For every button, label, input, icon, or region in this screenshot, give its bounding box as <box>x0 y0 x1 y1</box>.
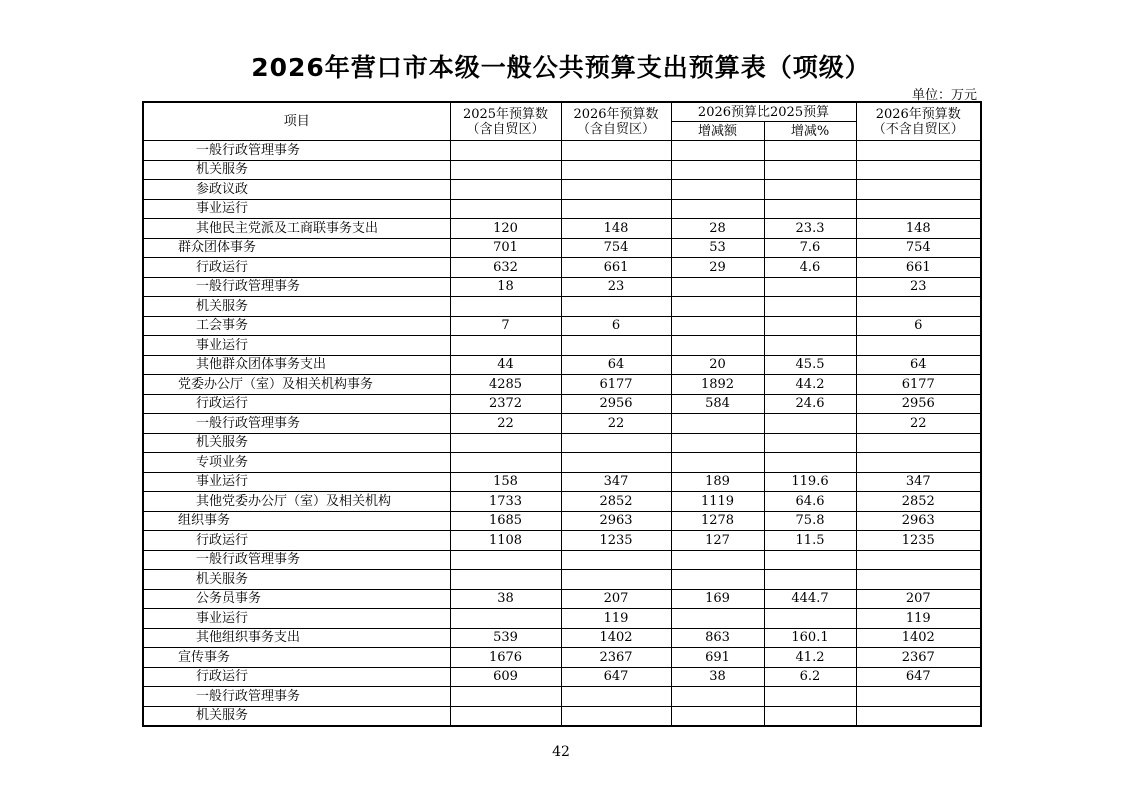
cell-2026: 1235 <box>561 531 671 551</box>
cell-item-name: 行政运行 <box>143 258 450 278</box>
cell-2026: 647 <box>561 667 671 687</box>
cell-change-pct <box>764 199 856 219</box>
cell-change-pct: 7.6 <box>764 238 856 258</box>
table-row <box>143 667 981 687</box>
cell-change-amount: 169 <box>671 589 764 609</box>
table-row <box>143 492 981 512</box>
cell-item-name: 事业运行 <box>143 199 450 219</box>
page-title: 2026年营口市本级一般公共预算支出预算表（项级） <box>251 53 871 82</box>
cell-2026: 207 <box>561 589 671 609</box>
cell-item-name: 参政议政 <box>143 180 450 200</box>
cell-change-amount <box>671 570 764 590</box>
cell-2026-ex <box>856 550 981 570</box>
cell-item-name: 公务员事务 <box>143 589 450 609</box>
cell-change-pct <box>764 180 856 200</box>
cell-2026 <box>561 160 671 180</box>
cell-2026-ex: 754 <box>856 238 981 258</box>
cell-2025 <box>450 550 561 570</box>
table-row <box>143 336 981 356</box>
cell-2026-ex <box>856 336 981 356</box>
cell-2026-ex: 1402 <box>856 628 981 648</box>
table-row <box>143 589 981 609</box>
cell-change-amount <box>671 141 764 161</box>
cell-item-name: 事业运行 <box>143 336 450 356</box>
cell-2025 <box>450 336 561 356</box>
cell-item-name: 群众团体事务 <box>143 238 450 258</box>
table-row <box>143 258 981 278</box>
cell-2025 <box>450 687 561 707</box>
cell-change-amount <box>671 180 764 200</box>
cell-2026 <box>561 570 671 590</box>
cell-item-name: 组织事务 <box>143 511 450 531</box>
cell-2026-ex: 148 <box>856 219 981 239</box>
cell-2026: 22 <box>561 414 671 434</box>
cell-2026-ex <box>856 433 981 453</box>
cell-item-name: 一般行政管理事务 <box>143 550 450 570</box>
cell-2026-ex: 2963 <box>856 511 981 531</box>
table-row <box>143 433 981 453</box>
cell-2026: 1402 <box>561 628 671 648</box>
cell-change-amount <box>671 316 764 336</box>
header-2026-ex-line1: 2026年预算数 <box>875 106 961 122</box>
cell-change-amount <box>671 453 764 473</box>
header-2025 <box>450 102 561 141</box>
cell-item-name: 机关服务 <box>143 570 450 590</box>
header-item: 项目 <box>143 102 450 141</box>
cell-change-pct <box>764 414 856 434</box>
cell-change-amount <box>671 433 764 453</box>
cell-2025: 632 <box>450 258 561 278</box>
budget-table <box>142 101 982 727</box>
cell-2026-ex: 6 <box>856 316 981 336</box>
cell-2025: 1685 <box>450 511 561 531</box>
cell-2025 <box>450 433 561 453</box>
cell-change-amount: 28 <box>671 219 764 239</box>
table-row <box>143 550 981 570</box>
table-row <box>143 238 981 258</box>
cell-2025: 4285 <box>450 375 561 395</box>
cell-change-pct: 4.6 <box>764 258 856 278</box>
cell-item-name: 一般行政管理事务 <box>143 687 450 707</box>
cell-change-pct: 64.6 <box>764 492 856 512</box>
cell-change-amount: 584 <box>671 394 764 414</box>
cell-2026 <box>561 453 671 473</box>
cell-2025 <box>450 180 561 200</box>
cell-2025: 2372 <box>450 394 561 414</box>
cell-change-pct: 160.1 <box>764 628 856 648</box>
cell-change-amount <box>671 706 764 726</box>
cell-item-name: 机关服务 <box>143 297 450 317</box>
table-row <box>143 141 981 161</box>
header-compare: 2026预算比2025预算 <box>671 102 856 122</box>
cell-2025: 609 <box>450 667 561 687</box>
cell-2025 <box>450 706 561 726</box>
cell-2025: 22 <box>450 414 561 434</box>
cell-2025: 18 <box>450 277 561 297</box>
cell-2025 <box>450 160 561 180</box>
header-2026-ex <box>856 102 981 141</box>
cell-2026: 119 <box>561 609 671 629</box>
cell-2026 <box>561 433 671 453</box>
cell-2026: 754 <box>561 238 671 258</box>
cell-change-amount: 1892 <box>671 375 764 395</box>
table-row <box>143 219 981 239</box>
table-row <box>143 394 981 414</box>
cell-2026-ex <box>856 160 981 180</box>
cell-2025: 120 <box>450 219 561 239</box>
cell-2026-ex: 2367 <box>856 648 981 668</box>
cell-2026 <box>561 706 671 726</box>
cell-item-name: 党委办公厅（室）及相关机构事务 <box>143 375 450 395</box>
table-row <box>143 160 981 180</box>
cell-2026-ex: 23 <box>856 277 981 297</box>
cell-change-amount <box>671 336 764 356</box>
cell-change-amount: 1119 <box>671 492 764 512</box>
cell-change-amount: 863 <box>671 628 764 648</box>
cell-change-pct <box>764 141 856 161</box>
cell-2026-ex <box>856 687 981 707</box>
cell-change-pct <box>764 687 856 707</box>
cell-change-pct <box>764 316 856 336</box>
cell-2026 <box>561 180 671 200</box>
cell-item-name: 行政运行 <box>143 531 450 551</box>
cell-change-pct <box>764 433 856 453</box>
table-row <box>143 531 981 551</box>
cell-item-name: 专项业务 <box>143 453 450 473</box>
cell-2025: 1733 <box>450 492 561 512</box>
cell-2026-ex: 647 <box>856 667 981 687</box>
cell-2026 <box>561 550 671 570</box>
table-row <box>143 687 981 707</box>
header-change-amount: 增减额 <box>671 122 764 141</box>
table-row <box>143 706 981 726</box>
table-row <box>143 180 981 200</box>
cell-2026 <box>561 141 671 161</box>
cell-2026: 23 <box>561 277 671 297</box>
cell-item-name: 其他群众团体事务支出 <box>143 355 450 375</box>
table-row <box>143 570 981 590</box>
cell-2026-ex <box>856 570 981 590</box>
cell-item-name: 事业运行 <box>143 472 450 492</box>
cell-change-pct: 44.2 <box>764 375 856 395</box>
cell-change-amount: 189 <box>671 472 764 492</box>
cell-item-name: 机关服务 <box>143 160 450 180</box>
table-body <box>143 141 981 727</box>
cell-change-pct <box>764 609 856 629</box>
cell-2026-ex: 2852 <box>856 492 981 512</box>
cell-change-amount <box>671 687 764 707</box>
cell-item-name: 工会事务 <box>143 316 450 336</box>
cell-item-name: 宣传事务 <box>143 648 450 668</box>
cell-2025: 1676 <box>450 648 561 668</box>
unit-label: 单位：万元 <box>911 88 977 103</box>
cell-change-pct <box>764 706 856 726</box>
cell-item-name: 其他民主党派及工商联事务支出 <box>143 219 450 239</box>
table-header <box>143 102 981 141</box>
cell-2025: 44 <box>450 355 561 375</box>
cell-change-pct: 444.7 <box>764 589 856 609</box>
cell-change-amount <box>671 199 764 219</box>
cell-2026-ex <box>856 297 981 317</box>
table-row <box>143 453 981 473</box>
cell-change-pct <box>764 336 856 356</box>
cell-2026 <box>561 297 671 317</box>
cell-change-pct: 23.3 <box>764 219 856 239</box>
cell-2025: 539 <box>450 628 561 648</box>
cell-2026: 347 <box>561 472 671 492</box>
table-row <box>143 316 981 336</box>
cell-change-amount: 127 <box>671 531 764 551</box>
cell-change-pct <box>764 550 856 570</box>
cell-2026-ex: 6177 <box>856 375 981 395</box>
cell-2025: 7 <box>450 316 561 336</box>
cell-change-pct <box>764 297 856 317</box>
cell-item-name: 机关服务 <box>143 433 450 453</box>
table-row <box>143 277 981 297</box>
cell-2026-ex <box>856 180 981 200</box>
table-row <box>143 511 981 531</box>
cell-2025 <box>450 199 561 219</box>
cell-2026-ex: 22 <box>856 414 981 434</box>
cell-2026-ex <box>856 199 981 219</box>
cell-change-amount <box>671 160 764 180</box>
cell-2025 <box>450 297 561 317</box>
cell-2026-ex: 1235 <box>856 531 981 551</box>
cell-item-name: 行政运行 <box>143 667 450 687</box>
table-row <box>143 355 981 375</box>
cell-2026-ex: 2956 <box>856 394 981 414</box>
cell-change-amount <box>671 414 764 434</box>
cell-change-pct <box>764 160 856 180</box>
cell-2026: 2963 <box>561 511 671 531</box>
table-row <box>143 628 981 648</box>
cell-2025: 701 <box>450 238 561 258</box>
cell-2026: 6 <box>561 316 671 336</box>
cell-change-amount: 1278 <box>671 511 764 531</box>
cell-change-amount: 53 <box>671 238 764 258</box>
page-number: 42 <box>552 744 570 760</box>
cell-change-amount: 20 <box>671 355 764 375</box>
table-row <box>143 297 981 317</box>
cell-2026: 661 <box>561 258 671 278</box>
cell-2026-ex: 347 <box>856 472 981 492</box>
cell-2026: 64 <box>561 355 671 375</box>
cell-2026: 2367 <box>561 648 671 668</box>
cell-item-name: 机关服务 <box>143 706 450 726</box>
cell-change-amount <box>671 297 764 317</box>
cell-2026: 2852 <box>561 492 671 512</box>
cell-2025: 38 <box>450 589 561 609</box>
cell-2026-ex <box>856 141 981 161</box>
cell-change-amount: 29 <box>671 258 764 278</box>
cell-item-name: 其他组织事务支出 <box>143 628 450 648</box>
cell-2026 <box>561 687 671 707</box>
cell-change-pct <box>764 570 856 590</box>
table-row <box>143 375 981 395</box>
cell-change-amount <box>671 609 764 629</box>
cell-2026-ex: 64 <box>856 355 981 375</box>
cell-change-pct: 24.6 <box>764 394 856 414</box>
header-change-pct: 增减% <box>764 122 856 141</box>
cell-change-pct <box>764 453 856 473</box>
cell-2026: 6177 <box>561 375 671 395</box>
cell-2025: 1108 <box>450 531 561 551</box>
table-row <box>143 414 981 434</box>
cell-2025 <box>450 570 561 590</box>
header-2026-line2: （含自贸区） <box>576 121 655 137</box>
cell-item-name: 其他党委办公厅（室）及相关机构 <box>143 492 450 512</box>
table-row <box>143 472 981 492</box>
cell-2026: 2956 <box>561 394 671 414</box>
cell-change-amount: 691 <box>671 648 764 668</box>
cell-2026 <box>561 199 671 219</box>
header-2025-line1: 2025年预算数 <box>462 106 549 122</box>
cell-2026 <box>561 336 671 356</box>
cell-change-pct: 11.5 <box>764 531 856 551</box>
cell-item-name: 一般行政管理事务 <box>143 141 450 161</box>
cell-change-pct: 45.5 <box>764 355 856 375</box>
cell-change-amount <box>671 550 764 570</box>
cell-item-name: 行政运行 <box>143 394 450 414</box>
cell-change-pct: 41.2 <box>764 648 856 668</box>
cell-2026-ex <box>856 453 981 473</box>
cell-2026: 148 <box>561 219 671 239</box>
header-2025-line2: （含自贸区） <box>466 121 545 137</box>
header-2026-line1: 2026年预算数 <box>573 106 659 122</box>
cell-2026-ex: 119 <box>856 609 981 629</box>
cell-change-pct: 6.2 <box>764 667 856 687</box>
cell-item-name: 一般行政管理事务 <box>143 277 450 297</box>
header-2026 <box>561 102 671 141</box>
cell-2025 <box>450 453 561 473</box>
cell-change-pct: 75.8 <box>764 511 856 531</box>
cell-change-pct: 119.6 <box>764 472 856 492</box>
table-row <box>143 648 981 668</box>
cell-2026-ex: 207 <box>856 589 981 609</box>
cell-2026-ex <box>856 706 981 726</box>
cell-change-amount: 38 <box>671 667 764 687</box>
cell-change-amount <box>671 277 764 297</box>
cell-2025 <box>450 609 561 629</box>
cell-2026-ex: 661 <box>856 258 981 278</box>
cell-2025 <box>450 141 561 161</box>
header-2026-ex-line2: （不含自贸区） <box>872 121 964 137</box>
cell-item-name: 一般行政管理事务 <box>143 414 450 434</box>
cell-item-name: 事业运行 <box>143 609 450 629</box>
cell-change-pct <box>764 277 856 297</box>
table-row <box>143 609 981 629</box>
table-row <box>143 199 981 219</box>
cell-2025: 158 <box>450 472 561 492</box>
